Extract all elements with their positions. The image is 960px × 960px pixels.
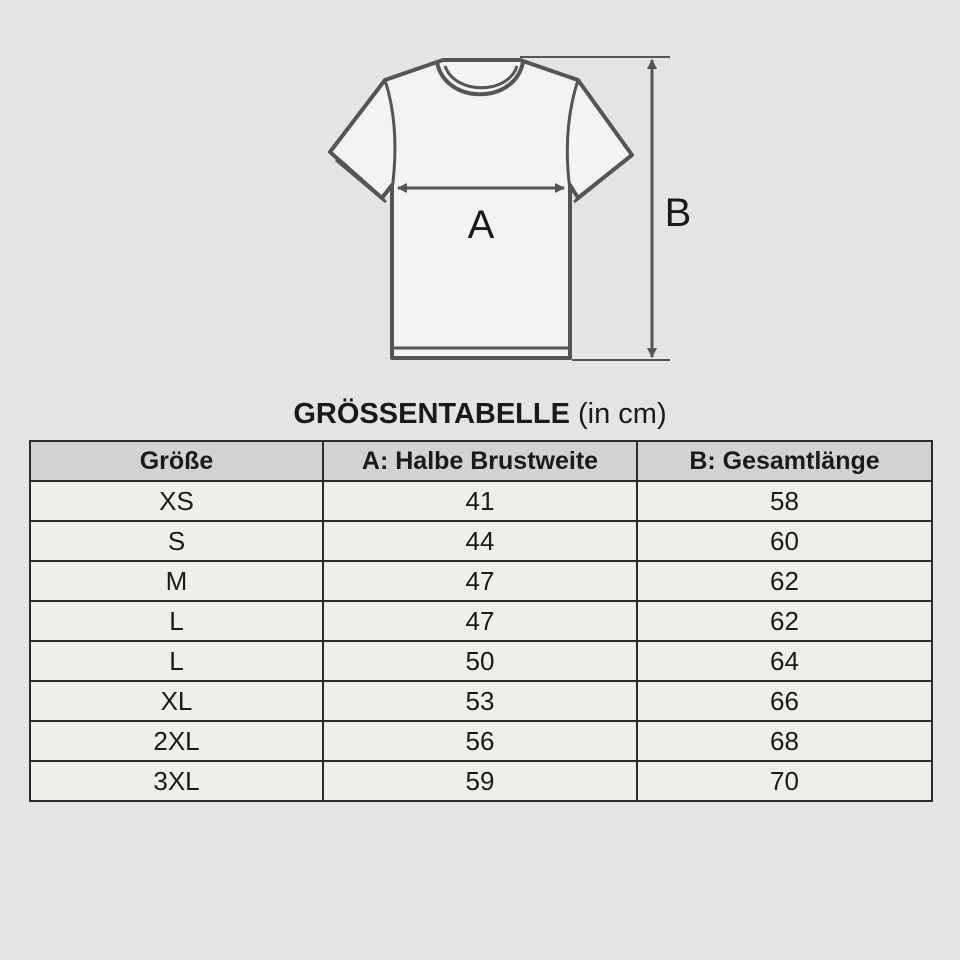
cell-size: S — [30, 521, 323, 561]
table-row — [30, 521, 932, 561]
size-diagram — [0, 0, 960, 400]
cell-chest-width: 56 — [323, 721, 637, 761]
cell-size: 3XL — [30, 761, 323, 801]
cell-total-length: 62 — [637, 561, 932, 601]
cell-total-length: 68 — [637, 721, 932, 761]
cell-size: 2XL — [30, 721, 323, 761]
cell-chest-width: 53 — [323, 681, 637, 721]
table-row — [30, 561, 932, 601]
cell-size: M — [30, 561, 323, 601]
cell-chest-width: 44 — [323, 521, 637, 561]
label-b: B — [664, 191, 692, 235]
cell-total-length: 62 — [637, 601, 932, 641]
table-header-row — [30, 441, 932, 481]
size-table — [29, 440, 933, 802]
label-a: A — [467, 203, 495, 247]
table-row — [30, 681, 932, 721]
cell-size: L — [30, 641, 323, 681]
title-main: GRÖSSENTABELLE — [293, 398, 570, 430]
cell-total-length: 66 — [637, 681, 932, 721]
cell-chest-width: 47 — [323, 561, 637, 601]
cell-size: XS — [30, 481, 323, 521]
header-total-length: B: Gesamtlänge — [637, 441, 932, 481]
cell-total-length: 58 — [637, 481, 932, 521]
table-row — [30, 641, 932, 681]
cell-chest-width: 50 — [323, 641, 637, 681]
cell-chest-width: 47 — [323, 601, 637, 641]
cell-size: L — [30, 601, 323, 641]
table-row — [30, 761, 932, 801]
cell-total-length: 64 — [637, 641, 932, 681]
table-row — [30, 721, 932, 761]
title-unit: (in cm) — [578, 398, 667, 430]
cell-total-length: 70 — [637, 761, 932, 801]
header-chest-width: A: Halbe Brustweite — [323, 441, 637, 481]
table-row — [30, 601, 932, 641]
size-chart-title — [0, 392, 960, 436]
cell-size: XL — [30, 681, 323, 721]
cell-chest-width: 59 — [323, 761, 637, 801]
header-size: Größe — [30, 441, 323, 481]
cell-total-length: 60 — [637, 521, 932, 561]
cell-chest-width: 41 — [323, 481, 637, 521]
table-row — [30, 481, 932, 521]
